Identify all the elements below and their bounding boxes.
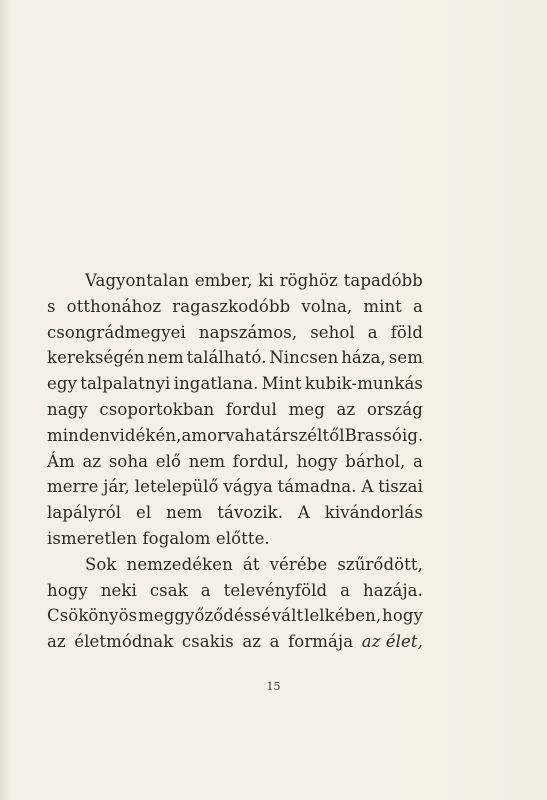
word: Csökönyös <box>47 606 138 626</box>
word: a <box>367 322 378 342</box>
word: ragaszkodóbb <box>172 296 291 316</box>
text-line <box>47 526 423 552</box>
word: nagy <box>47 399 88 419</box>
word: csoportokban <box>99 399 215 419</box>
text-line <box>47 500 423 526</box>
word: minden <box>47 425 111 445</box>
word: hogy <box>47 580 88 600</box>
text-line <box>47 629 423 655</box>
word: lapályról <box>47 503 122 523</box>
word: formája <box>288 632 354 652</box>
word: hazája. <box>363 580 423 600</box>
text-line <box>47 552 423 578</box>
word: el <box>135 503 152 523</box>
word: neki <box>100 580 137 600</box>
word: Sok <box>85 554 117 574</box>
word: merre <box>47 477 99 497</box>
word: otthonához <box>66 296 162 316</box>
emphasized-word: az élet, <box>361 632 423 652</box>
word: nem <box>166 503 203 523</box>
word: csongrádmegyei <box>47 322 186 342</box>
word: tapadóbb <box>343 271 423 290</box>
word: A <box>361 477 374 497</box>
word: át <box>242 554 260 574</box>
word: ország <box>366 399 423 419</box>
text-line <box>47 268 423 294</box>
word: ingatlana. <box>173 374 259 394</box>
word: bárhol, <box>345 451 406 471</box>
word: a <box>181 425 192 445</box>
word: háza, <box>341 348 386 368</box>
word: Mint <box>261 374 302 394</box>
word: letelepülő <box>134 477 219 497</box>
word: ki <box>258 271 274 290</box>
text-line <box>47 474 423 500</box>
word: televényföld <box>223 580 328 600</box>
word: volna, <box>301 296 353 316</box>
word: ember, <box>194 271 253 290</box>
word: kerekségén <box>47 348 145 368</box>
word: sem <box>388 348 423 368</box>
word: meg <box>288 399 325 419</box>
body-text <box>47 268 423 655</box>
word: távozik. <box>217 503 284 523</box>
word: talpalatnyi <box>80 374 171 394</box>
word: napszámos, <box>198 322 298 342</box>
word: vált <box>271 606 304 626</box>
word: fordul <box>225 399 277 419</box>
text-line <box>47 320 423 346</box>
word: csakis <box>181 632 234 652</box>
word: meggyőződéssé <box>138 606 271 626</box>
word: Ám <box>47 451 75 471</box>
word: Nincsen <box>269 348 339 368</box>
word: A <box>297 503 310 523</box>
word: jár, <box>103 477 130 497</box>
word: mint <box>363 296 402 316</box>
text-line <box>47 603 423 629</box>
word: az <box>82 451 102 471</box>
word: a <box>200 580 211 600</box>
word: egy <box>47 374 77 394</box>
word: hogy <box>296 451 338 471</box>
word: föld <box>390 322 423 342</box>
word: kivándorlás <box>324 503 423 523</box>
word: Vagyontalan <box>85 271 189 290</box>
word: csak <box>149 580 188 600</box>
word: kubik-munkás <box>304 374 423 394</box>
word: lelkében, <box>304 606 382 626</box>
word: található. <box>186 348 267 368</box>
word: a <box>413 451 423 471</box>
text-line <box>47 397 423 423</box>
word: sehol <box>310 322 355 342</box>
word: vidékén, <box>110 425 182 445</box>
text-line <box>47 294 423 320</box>
text-line <box>47 345 423 371</box>
word: támadna. <box>277 477 357 497</box>
word: életmódnak <box>74 632 174 652</box>
word: az <box>336 399 356 419</box>
word: s <box>47 296 56 316</box>
word: röghöz <box>279 271 338 290</box>
text-line <box>47 423 423 449</box>
word: az <box>47 632 66 652</box>
word: előtte. <box>215 528 270 548</box>
word: a <box>269 632 280 652</box>
word: az <box>242 632 262 652</box>
word: fogalom <box>142 528 211 548</box>
word: Brassóig. <box>344 425 424 445</box>
word: morva <box>191 425 245 445</box>
page-number: 15 <box>266 680 281 693</box>
word: ismeretlen <box>47 528 138 548</box>
text-line <box>47 371 423 397</box>
word: nemzedéken <box>126 554 233 574</box>
word: nem <box>147 348 184 368</box>
word: szűrődött, <box>337 554 423 574</box>
word: tiszai <box>378 477 423 497</box>
word: soha <box>108 451 149 471</box>
word: vérébe <box>269 554 328 574</box>
text-line <box>47 578 423 604</box>
word: nem <box>188 451 226 471</box>
text-line <box>47 449 423 475</box>
word: hogy <box>382 606 423 626</box>
word: fordul, <box>232 451 290 471</box>
word: határszéltől <box>244 425 345 445</box>
word: a <box>340 580 351 600</box>
word: a <box>413 296 423 316</box>
word: vágya <box>223 477 273 497</box>
word: elő <box>155 451 182 471</box>
